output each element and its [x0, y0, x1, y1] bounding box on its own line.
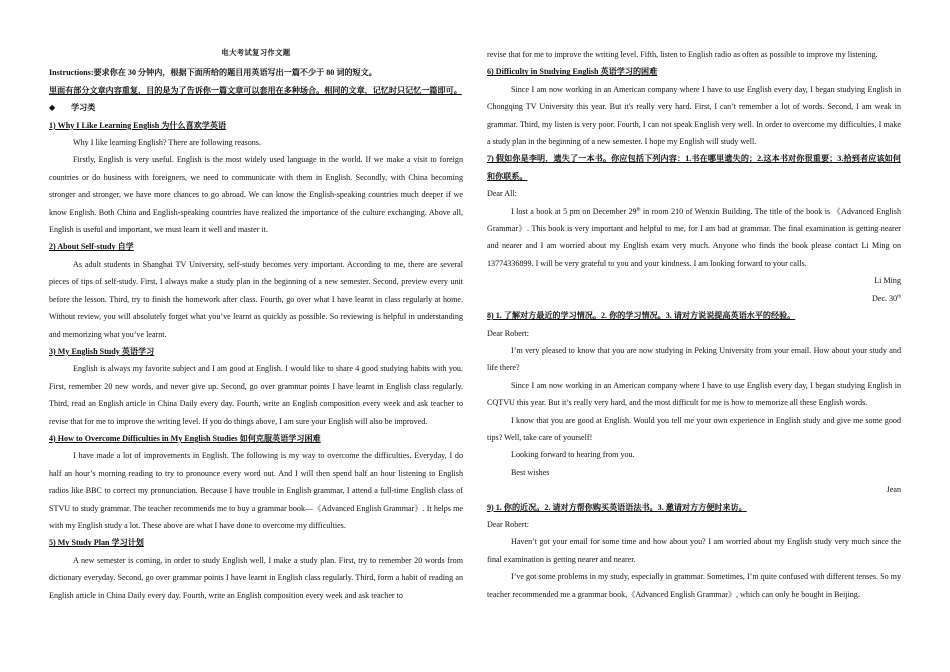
section-5-paragraph-1: A new semester is coming, in order to study English well, I make a study plan. First, try to remember 20 words from dictionary everyday. Second, go over grammar points I have learnt in English class regularly. Third, form a habit of reading an English article in China Daily every day. Fourth, write an English composition every week and ask teacher to — [49, 555, 463, 600]
section-4-heading: 4) How to Overcome Difficulties in My English Studies 如何克服英语学习困难 — [49, 433, 321, 443]
right-column — [487, 0, 901, 603]
left-column — [49, 0, 463, 604]
section-8-paragraph-2: Since I am now working in an American company where I have to use English every day, I began studying English in CQTVU this year. But it’s really very hard, and the most difficult for me is how to memorize all these English words. — [487, 380, 901, 408]
section-2-paragraph-1: As adult students in Shanghai TV University, self-study becomes very important. According to me, there are several pieces of tips of self-study. First, I always make a study plan in the beginning of a new semester. Second, preview every unit before the lesson. Third, try to finish the homework after class. Fourth, go over what I have learnt in class regularly at home. Without review, you will absolutely forget what you’ve learnt as quickly as possible. So reviewing is helpful in understanding and memorizing what you’ve learnt. — [49, 259, 463, 339]
section-4-paragraph-1: I have made a lot of improvements in English. The following is my way to overcome the difficulties. Everyday, I do half an hour’s morning reading to try to pronounce every word out. And I will then spend half an hour listening to English radios like BBC to correct my pronunciation. Because I have trouble in English grammar, I attend a full-time English class of STVU to study grammar. The teacher recommends me to buy a grammar book—《Advanced English Grammar》. It helps me with my English study a lot. These above are what I have done to overcome my difficulties. — [49, 451, 463, 530]
section-8-paragraph-1: I’m very pleased to know that you are now studying in Peking University from your email. How about your study and life there? — [487, 345, 901, 373]
section-8-paragraph-3: I know that you are good at English. Would you tell me your own experience in English study and give me some good tips? Well, take care of yourself! — [487, 415, 901, 442]
section-3-heading: 3) My English Study 英语学习 — [49, 346, 155, 356]
section-8-closing: Looking forward to hearing from you. — [511, 450, 635, 460]
section-6-paragraph-1: Since I am now working in an American company where I have to use English every day, I began studying English in Chongqing TV University this year. But it's really very hard. First, I can’t remember a lot of words. Second, I am weak in grammar. Third, my listen is very poor. Fourth, I can not speak English very well. In order to overcome my difficulties, I make a study plan in the beginning of a new semester. I hope my English will study well. — [487, 84, 901, 147]
section-2-heading: 2) About Self-study 自学 — [49, 242, 134, 252]
document-title: 电大考试复习作文题 — [221, 49, 291, 57]
section-9-paragraph-1: Haven’t got your email for some time and how about you? I am worried about my English study very much since the final examination is getting nearer and nearer. — [487, 537, 901, 564]
section-9-heading: 9) 1. 你的近况。2. 请对方帮你购买英语语法书。3. 邀请对方方便时来访。 — [487, 502, 747, 512]
section-3-paragraph-1: English is always my favorite subject and I am good at English. I would like to share 4 good studying habits with you. First, remember 20 new words, and never give up. Second, go over grammar points I have learnt in English class regularly. Third, read an English article in China Daily every day. Fourth, write an English composition every week and ask teacher to revise that for me to improve the writing level. If you do things above, I am sure your English will also be improved. — [49, 364, 463, 426]
diamond-bullet-icon: ◆ — [49, 103, 56, 113]
section-7-date-suffix: th — [897, 294, 901, 299]
section-7-greeting: Dear All: — [487, 189, 517, 199]
section-6-heading: 6) Difficulty in Studying English 英语学习的困难 — [487, 67, 658, 77]
section-7-date-text: Dec. 30 — [871, 293, 898, 303]
section-7-text-a: I lost a book at 5 pm on December 29 — [511, 206, 637, 216]
instructions-label: Instructions: — [49, 68, 94, 78]
section-9-paragraph-2: I’ve got some problems in my study, especially in grammar. Sometimes, I’m quite confused with different tenses. So my teacher recommended me a grammar book,《Advanced English Grammar》, which can only be bought in Beijing. — [487, 572, 902, 599]
section-9-greeting: Dear Robert: — [487, 519, 530, 529]
section-7-signature: Li Ming — [874, 276, 901, 286]
section-7-text-b: in room 210 of Wenxin Building. The title of the book is 《Advanced English Grammar》. This book is very important and helpful to me, for I am bad at grammar. The final examination is getting nearer and nearer and I am worried about my English exam very much. Anyone who finds the book please contact Li Ming on 13774336899. I will be very grateful to you and your kindness. I am looking forward to your calls. — [487, 206, 901, 268]
section-8-best-wishes: Best wishes — [511, 467, 550, 477]
section-7-paragraph-1 — [487, 203, 901, 273]
category-label: 学习类 — [71, 103, 96, 113]
section-8-greeting: Dear Robert: — [487, 328, 530, 338]
section-8-heading: 8) 1. 了解对方最近的学习情况。2. 你的学习情况。3. 请对方说说提高英语水平的经验。 — [487, 311, 796, 321]
instructions-text: 要求你在 30 分钟内，根据下面所给的题目用英语写出一篇不少于 80 词的短文。 — [93, 68, 377, 78]
section-1-paragraph-1: Why I like learning English? There are following reasons. — [73, 138, 261, 148]
section-7-date — [487, 290, 901, 307]
section-5-heading: 5) My Study Plan 学习计划 — [49, 538, 144, 548]
date-suffix: th — [636, 206, 641, 212]
section-5-continuation: revise that for me to improve the writing level. Fifth, listen to English radio as often as possible to improve my listening. — [487, 50, 878, 59]
instructions — [49, 64, 463, 81]
section-1-paragraph-2: Firstly, English is very useful. English is the most widely used language in the world. If we make a visit to foreign countries or do business with foreigners, we need to communicate with them in English. Secondly, with China becoming stronger and stronger, we have more chances to go abroad. We can know the English-speaking countries much deeper if we know English. Both China and English-speaking countries have realized the importance of the culture exchanging. Above all, English is useful and important, we must learn it well and master it. — [49, 155, 463, 235]
instructions-note: 里面有部分文章内容重复，目的是为了告诉你一篇文章可以套用在多种场合。相同的文章，记忆时只记忆一篇即可。 — [49, 85, 462, 95]
section-7-heading: 7) 假如你是李明，遗失了一本书。你应包括下列内容：1.书在哪里遗失的；2.这本书对你很重要；3.拾到者应该如何和你联系。 — [487, 154, 901, 181]
category-heading — [49, 99, 463, 116]
section-1-heading: 1) Why I Like Learning English 为什么喜欢学英语 — [49, 120, 227, 130]
section-8-signature: Jean — [886, 485, 901, 495]
